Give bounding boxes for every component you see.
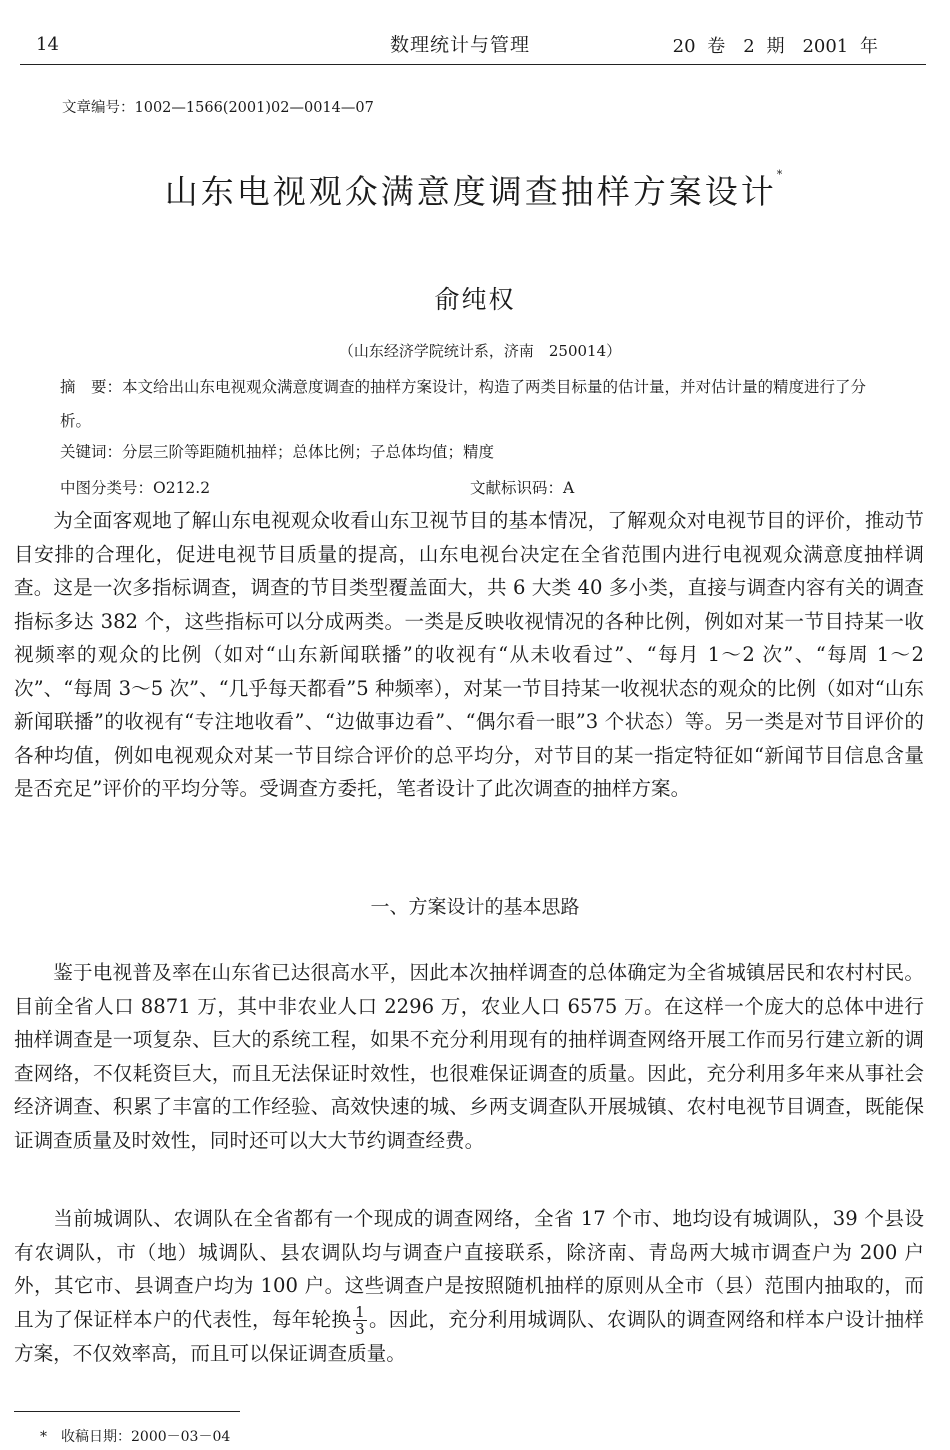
author-affiliation: （山东经济学院统计系，济南 250014） — [338, 342, 622, 360]
keywords-label: 关键词： — [60, 443, 123, 461]
title-footnote-mark: * — [776, 168, 786, 181]
document-code: 文献标识码：A — [470, 479, 575, 497]
abstract — [60, 370, 880, 438]
running-header — [20, 28, 926, 65]
page-number: 14 — [36, 34, 59, 55]
abstract-text: 本文给出山东电视观众满意度调查的抽样方案设计，构造了两类目标量的估计量，并对估计量的精度进行了分析。 — [60, 378, 867, 430]
paragraph-text-after-fraction: 。因此，充分利用城调队、农调队的调查网络和样本户设计抽样方案，不仅效率高，而且可以保证调查质量。 — [14, 1307, 925, 1365]
section-heading: 一、方案设计的基本思路 — [370, 896, 580, 918]
article-number: 文章编号：1002—1566(2001)02—0014—07 — [62, 100, 374, 116]
paragraph-text-before-fraction: 当前城调队、农调队在全省都有一个现成的调查网络，全省 17 个市、地均设有城调队，39 个县设有农调队，市（地）城调队、县农调队均与调查户直接联系，除济南、青岛两大城市调查户为 200 户外，其它市、县调查户均为 100 户。这些调查户是按照随机抽样的原则从全市（县）范围内抽取的，而且为了保证样本户的代表性，每年轮换 — [14, 1207, 924, 1331]
fraction-one-third — [353, 1304, 367, 1337]
section-paragraph-2 — [14, 1202, 924, 1370]
journal-name: 数理统计与管理 — [390, 34, 531, 56]
footnote-received-date: * 收稿日期：2000－03－04 — [40, 1429, 231, 1445]
footnote-divider — [14, 1411, 240, 1412]
keywords-text: 分层三阶等距随机抽样；总体比例；子总体均值；精度 — [122, 443, 495, 461]
classification-number: 中图分类号：O212.2 — [60, 479, 211, 497]
fraction-numerator: 1 — [355, 1302, 365, 1321]
paper-title — [0, 166, 950, 213]
keywords — [60, 440, 494, 462]
intro-paragraph: 为全面客观地了解山东电视观众收看山东卫视节目的基本情况，了解观众对电视节目的评价，推动节目安排的合理化，促进电视节目质量的提高，山东电视台决定在全省范围内进行电视观众满意度抽样调查。这是一次多指标调查，调查的节目类型覆盖面大，共 6 大类 40 多小类，直接与调查内容有关的调查指标多达 382 个，这些指标可以分成两类。一类是反映收视情况的各种比例，例如对某一节目持某一收视频率的观众的比例（如对“山东新闻联播”的收视有“从未收看过”、“每月 1～2 次”、“每周 1～2 次”、“每周 3～5 次”、“几乎每天都看”5 种频率），对某一节目持某一收视状态的观众的比例（如对“山东新闻联播”的收视有“专注地收看”、“边做事边看”、“偶尔看一眼”3 个状态）等。另一类是对节目评价的各种均值，例如电视观众对某一节目综合评价的总平均分，对节目的某一指定特征如“新闻节目信息含量是否充足”评价的平均分等。受调查方委托，笔者设计了此次调查的抽样方案。 — [14, 509, 924, 800]
fraction-denominator: 3 — [355, 1319, 365, 1338]
issue-info: 20 卷 2 期 2001 年 — [672, 36, 878, 57]
author-name: 俞纯权 — [434, 285, 516, 314]
section-paragraph-1: 鉴于电视普及率在山东省已达很高水平，因此本次抽样调查的总体确定为全省城镇居民和农村村民。目前全省人口 8871 万，其中非农业人口 2296 万，农业人口 6575 万。在这样一个庞大的总体中进行抽样调查是一项复杂、巨大的系统工程，如果不充分利用现有的抽样调查网络开展工作而另行建立新的调查网络，不仅耗资巨大，而且无法保证时效性，也很难保证调查的质量。因此，充分利用多年来从事社会经济调查、积累了丰富的工作经验、高效快速的城、乡两支调查队开展城镇、农村电视节目调查，既能保证调查质量及时效性，同时还可以大大节约调查经费。 — [14, 961, 924, 1152]
abstract-label: 摘 要： — [60, 378, 123, 396]
paper-title-text: 山东电视观众满意度调查抽样方案设计 — [164, 172, 777, 211]
